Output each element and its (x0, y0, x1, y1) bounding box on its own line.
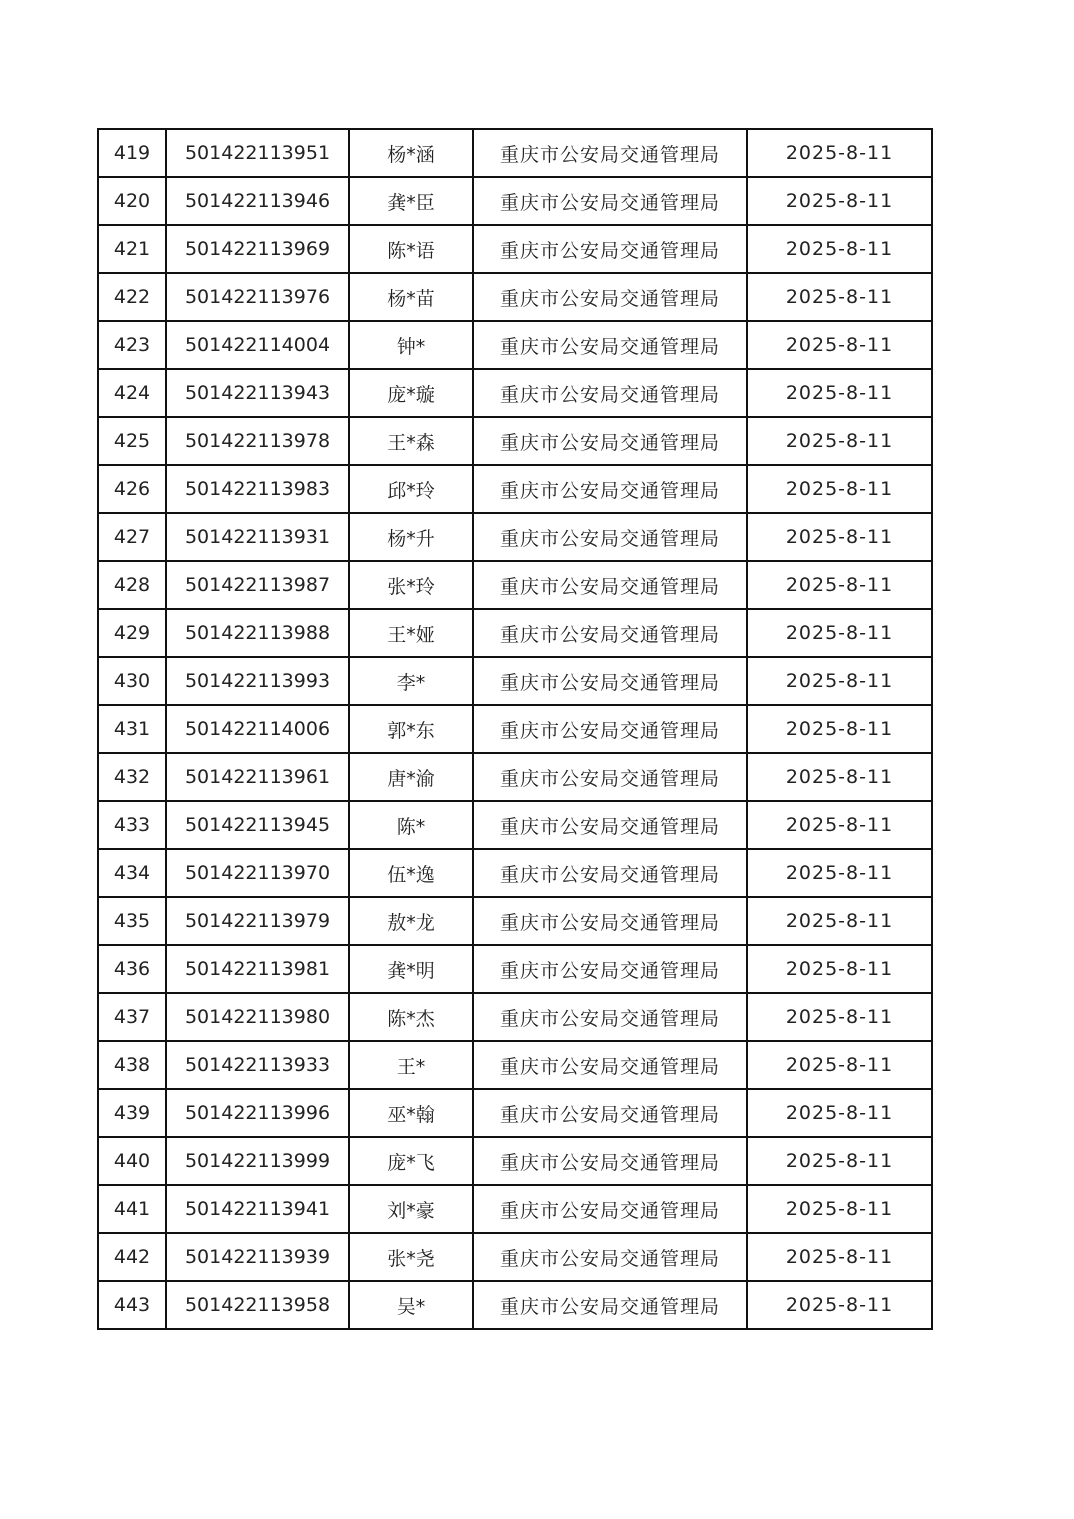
issuing-authority-cell: 重庆市公安局交通管理局 (473, 225, 747, 273)
table-row (98, 1185, 932, 1233)
person-name-cell: 郭*东 (349, 705, 473, 753)
person-name-cell: 钟* (349, 321, 473, 369)
table-row (98, 513, 932, 561)
issuing-authority-cell: 重庆市公安局交通管理局 (473, 849, 747, 897)
serial-number-cell: 437 (98, 993, 166, 1041)
issuing-authority-cell: 重庆市公安局交通管理局 (473, 993, 747, 1041)
date-cell: 2025-8-11 (747, 369, 932, 417)
record-id-cell: 501422113980 (166, 993, 349, 1041)
serial-number-cell: 419 (98, 129, 166, 177)
table-row (98, 609, 932, 657)
person-name-cell: 张*玲 (349, 561, 473, 609)
table-row (98, 1137, 932, 1185)
person-name-cell: 陈*杰 (349, 993, 473, 1041)
person-name-cell: 张*尧 (349, 1233, 473, 1281)
table-row (98, 417, 932, 465)
record-id-cell: 501422113996 (166, 1089, 349, 1137)
issuing-authority-cell: 重庆市公安局交通管理局 (473, 1281, 747, 1329)
table-row (98, 321, 932, 369)
table-row (98, 465, 932, 513)
record-id-cell: 501422113933 (166, 1041, 349, 1089)
table-row (98, 1233, 932, 1281)
person-name-cell: 王* (349, 1041, 473, 1089)
date-cell: 2025-8-11 (747, 561, 932, 609)
table-row (98, 849, 932, 897)
table-row (98, 657, 932, 705)
record-id-cell: 501422114004 (166, 321, 349, 369)
date-cell: 2025-8-11 (747, 897, 932, 945)
table-row (98, 273, 932, 321)
record-id-cell: 501422113958 (166, 1281, 349, 1329)
date-cell: 2025-8-11 (747, 273, 932, 321)
date-cell: 2025-8-11 (747, 1233, 932, 1281)
record-id-cell: 501422113969 (166, 225, 349, 273)
serial-number-cell: 439 (98, 1089, 166, 1137)
table-row (98, 801, 932, 849)
date-cell: 2025-8-11 (747, 321, 932, 369)
date-cell: 2025-8-11 (747, 1089, 932, 1137)
date-cell: 2025-8-11 (747, 993, 932, 1041)
date-cell: 2025-8-11 (747, 801, 932, 849)
issuing-authority-cell: 重庆市公安局交通管理局 (473, 129, 747, 177)
record-id-cell: 501422113987 (166, 561, 349, 609)
table-row (98, 177, 932, 225)
date-cell: 2025-8-11 (747, 177, 932, 225)
record-id-cell: 501422113976 (166, 273, 349, 321)
serial-number-cell: 433 (98, 801, 166, 849)
person-name-cell: 吴* (349, 1281, 473, 1329)
table-row (98, 993, 932, 1041)
record-id-cell: 501422113970 (166, 849, 349, 897)
serial-number-cell: 426 (98, 465, 166, 513)
person-name-cell: 龚*明 (349, 945, 473, 993)
record-id-cell: 501422113983 (166, 465, 349, 513)
issuing-authority-cell: 重庆市公安局交通管理局 (473, 753, 747, 801)
serial-number-cell: 423 (98, 321, 166, 369)
serial-number-cell: 427 (98, 513, 166, 561)
table-row (98, 369, 932, 417)
serial-number-cell: 438 (98, 1041, 166, 1089)
date-cell: 2025-8-11 (747, 705, 932, 753)
serial-number-cell: 429 (98, 609, 166, 657)
serial-number-cell: 424 (98, 369, 166, 417)
person-name-cell: 王*娅 (349, 609, 473, 657)
issuing-authority-cell: 重庆市公安局交通管理局 (473, 177, 747, 225)
person-name-cell: 邱*玲 (349, 465, 473, 513)
issuing-authority-cell: 重庆市公安局交通管理局 (473, 417, 747, 465)
date-cell: 2025-8-11 (747, 1041, 932, 1089)
issuing-authority-cell: 重庆市公安局交通管理局 (473, 1041, 747, 1089)
record-id-cell: 501422113999 (166, 1137, 349, 1185)
issuing-authority-cell: 重庆市公安局交通管理局 (473, 561, 747, 609)
record-id-cell: 501422114006 (166, 705, 349, 753)
date-cell: 2025-8-11 (747, 225, 932, 273)
table-row (98, 1089, 932, 1137)
date-cell: 2025-8-11 (747, 945, 932, 993)
date-cell: 2025-8-11 (747, 129, 932, 177)
person-name-cell: 杨*苗 (349, 273, 473, 321)
issuing-authority-cell: 重庆市公安局交通管理局 (473, 1137, 747, 1185)
record-id-cell: 501422113946 (166, 177, 349, 225)
date-cell: 2025-8-11 (747, 849, 932, 897)
serial-number-cell: 430 (98, 657, 166, 705)
person-name-cell: 庞*飞 (349, 1137, 473, 1185)
issuing-authority-cell: 重庆市公安局交通管理局 (473, 273, 747, 321)
issuing-authority-cell: 重庆市公安局交通管理局 (473, 801, 747, 849)
person-name-cell: 唐*渝 (349, 753, 473, 801)
record-id-cell: 501422113961 (166, 753, 349, 801)
records-table (97, 128, 933, 1330)
serial-number-cell: 422 (98, 273, 166, 321)
issuing-authority-cell: 重庆市公安局交通管理局 (473, 897, 747, 945)
issuing-authority-cell: 重庆市公安局交通管理局 (473, 321, 747, 369)
issuing-authority-cell: 重庆市公安局交通管理局 (473, 369, 747, 417)
person-name-cell: 杨*升 (349, 513, 473, 561)
person-name-cell: 刘*豪 (349, 1185, 473, 1233)
date-cell: 2025-8-11 (747, 753, 932, 801)
person-name-cell: 庞*璇 (349, 369, 473, 417)
issuing-authority-cell: 重庆市公安局交通管理局 (473, 465, 747, 513)
serial-number-cell: 421 (98, 225, 166, 273)
date-cell: 2025-8-11 (747, 1281, 932, 1329)
person-name-cell: 李* (349, 657, 473, 705)
serial-number-cell: 443 (98, 1281, 166, 1329)
table-row (98, 1041, 932, 1089)
issuing-authority-cell: 重庆市公安局交通管理局 (473, 1185, 747, 1233)
date-cell: 2025-8-11 (747, 1137, 932, 1185)
table-row (98, 129, 932, 177)
record-id-cell: 501422113951 (166, 129, 349, 177)
record-id-cell: 501422113943 (166, 369, 349, 417)
date-cell: 2025-8-11 (747, 513, 932, 561)
issuing-authority-cell: 重庆市公安局交通管理局 (473, 705, 747, 753)
issuing-authority-cell: 重庆市公安局交通管理局 (473, 609, 747, 657)
serial-number-cell: 431 (98, 705, 166, 753)
date-cell: 2025-8-11 (747, 1185, 932, 1233)
date-cell: 2025-8-11 (747, 609, 932, 657)
serial-number-cell: 434 (98, 849, 166, 897)
serial-number-cell: 436 (98, 945, 166, 993)
record-id-cell: 501422113939 (166, 1233, 349, 1281)
serial-number-cell: 420 (98, 177, 166, 225)
records-table-body (98, 129, 932, 1329)
person-name-cell: 王*森 (349, 417, 473, 465)
record-id-cell: 501422113945 (166, 801, 349, 849)
table-row (98, 225, 932, 273)
table-row (98, 1281, 932, 1329)
serial-number-cell: 442 (98, 1233, 166, 1281)
table-row (98, 753, 932, 801)
serial-number-cell: 435 (98, 897, 166, 945)
serial-number-cell: 432 (98, 753, 166, 801)
person-name-cell: 伍*逸 (349, 849, 473, 897)
person-name-cell: 陈*语 (349, 225, 473, 273)
record-id-cell: 501422113941 (166, 1185, 349, 1233)
issuing-authority-cell: 重庆市公安局交通管理局 (473, 1089, 747, 1137)
person-name-cell: 敖*龙 (349, 897, 473, 945)
person-name-cell: 巫*翰 (349, 1089, 473, 1137)
record-id-cell: 501422113979 (166, 897, 349, 945)
table-row (98, 705, 932, 753)
issuing-authority-cell: 重庆市公安局交通管理局 (473, 945, 747, 993)
record-id-cell: 501422113993 (166, 657, 349, 705)
serial-number-cell: 441 (98, 1185, 166, 1233)
issuing-authority-cell: 重庆市公安局交通管理局 (473, 657, 747, 705)
date-cell: 2025-8-11 (747, 657, 932, 705)
record-id-cell: 501422113988 (166, 609, 349, 657)
record-id-cell: 501422113931 (166, 513, 349, 561)
serial-number-cell: 428 (98, 561, 166, 609)
person-name-cell: 陈* (349, 801, 473, 849)
person-name-cell: 杨*涵 (349, 129, 473, 177)
date-cell: 2025-8-11 (747, 465, 932, 513)
record-id-cell: 501422113981 (166, 945, 349, 993)
table-row (98, 945, 932, 993)
issuing-authority-cell: 重庆市公安局交通管理局 (473, 1233, 747, 1281)
table-row (98, 897, 932, 945)
serial-number-cell: 440 (98, 1137, 166, 1185)
issuing-authority-cell: 重庆市公安局交通管理局 (473, 513, 747, 561)
record-id-cell: 501422113978 (166, 417, 349, 465)
table-row (98, 561, 932, 609)
date-cell: 2025-8-11 (747, 417, 932, 465)
person-name-cell: 龚*臣 (349, 177, 473, 225)
serial-number-cell: 425 (98, 417, 166, 465)
